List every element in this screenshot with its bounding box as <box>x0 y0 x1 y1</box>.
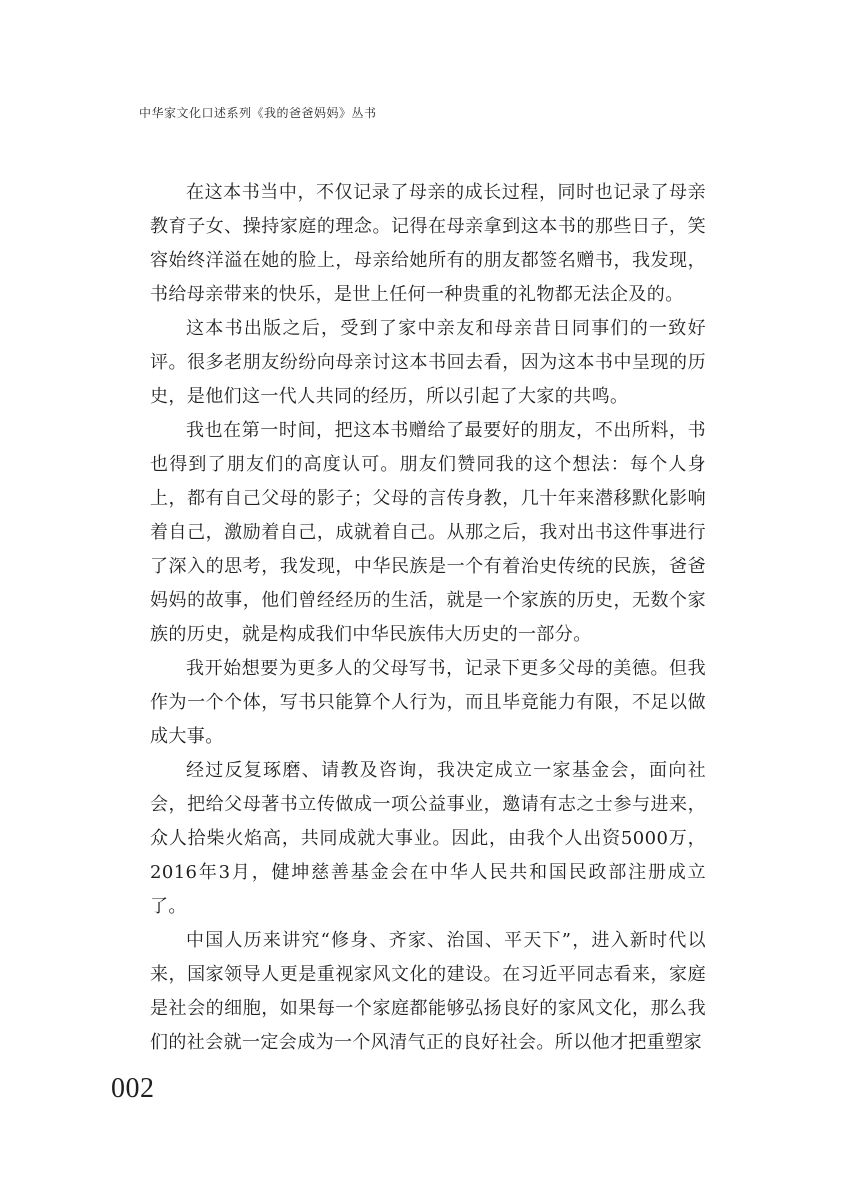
paragraph: 经过反复琢磨、请教及咨询，我决定成立一家基金会，面向社会，把给父母著书立传做成一项公益事业，邀请有志之士参与进来，众人拾柴火焰高，共同成就大事业。因此，由我个人出资5000万，2016年3月，健坤慈善基金会在中华人民共和国民政部注册成立了。 <box>150 760 706 917</box>
page-number: 002 <box>111 1073 155 1104</box>
body-text <box>150 176 706 1060</box>
paragraph: 这本书出版之后，受到了家中亲友和母亲昔日同事们的一致好评。很多老朋友纷纷向母亲讨这本书回去看，因为这本书中呈现的历史，是他们这一代人共同的经历，所以引起了大家的共鸣。 <box>150 318 706 407</box>
paragraph: 中国人历来讲究“修身、齐家、治国、平天下”，进入新时代以来，国家领导人更是重视家风文化的建设。在习近平同志看来，家庭是社会的细胞，如果每一个家庭都能够弘扬良好的家风文化，那么我们的社会就一定会成为一个风清气正的良好社会。所以他才把重塑家 <box>150 930 706 1053</box>
paragraph: 我开始想要为更多人的父母写书，记录下更多父母的美德。但我作为一个个体，写书只能算个人行为，而且毕竟能力有限，不足以做成大事。 <box>150 658 706 747</box>
paragraph: 在这本书当中，不仅记录了母亲的成长过程，同时也记录了母亲教育子女、操持家庭的理念。记得在母亲拿到这本书的那些日子，笑容始终洋溢在她的脸上，母亲给她所有的朋友都签名赠书，我发现，书给母亲带来的快乐，是世上任何一种贵重的礼物都无法企及的。 <box>150 182 706 305</box>
running-header: 中华家文化口述系列《我的爸爸妈妈》丛书 <box>139 106 377 120</box>
paragraph: 我也在第一时间，把这本书赠给了最要好的朋友，不出所料，书也得到了朋友们的高度认可。朋友们赞同我的这个想法：每个人身上，都有自己父母的影子；父母的言传身教，几十年来潜移默化影响着自己，激励着自己，成就着自己。从那之后，我对出书这件事进行了深入的思考，我发现，中华民族是一个有着治史传统的民族，爸爸妈妈的故事，他们曾经经历的生活，就是一个家族的历史，无数个家族的历史，就是构成我们中华民族伟大历史的一部分。 <box>150 420 706 645</box>
